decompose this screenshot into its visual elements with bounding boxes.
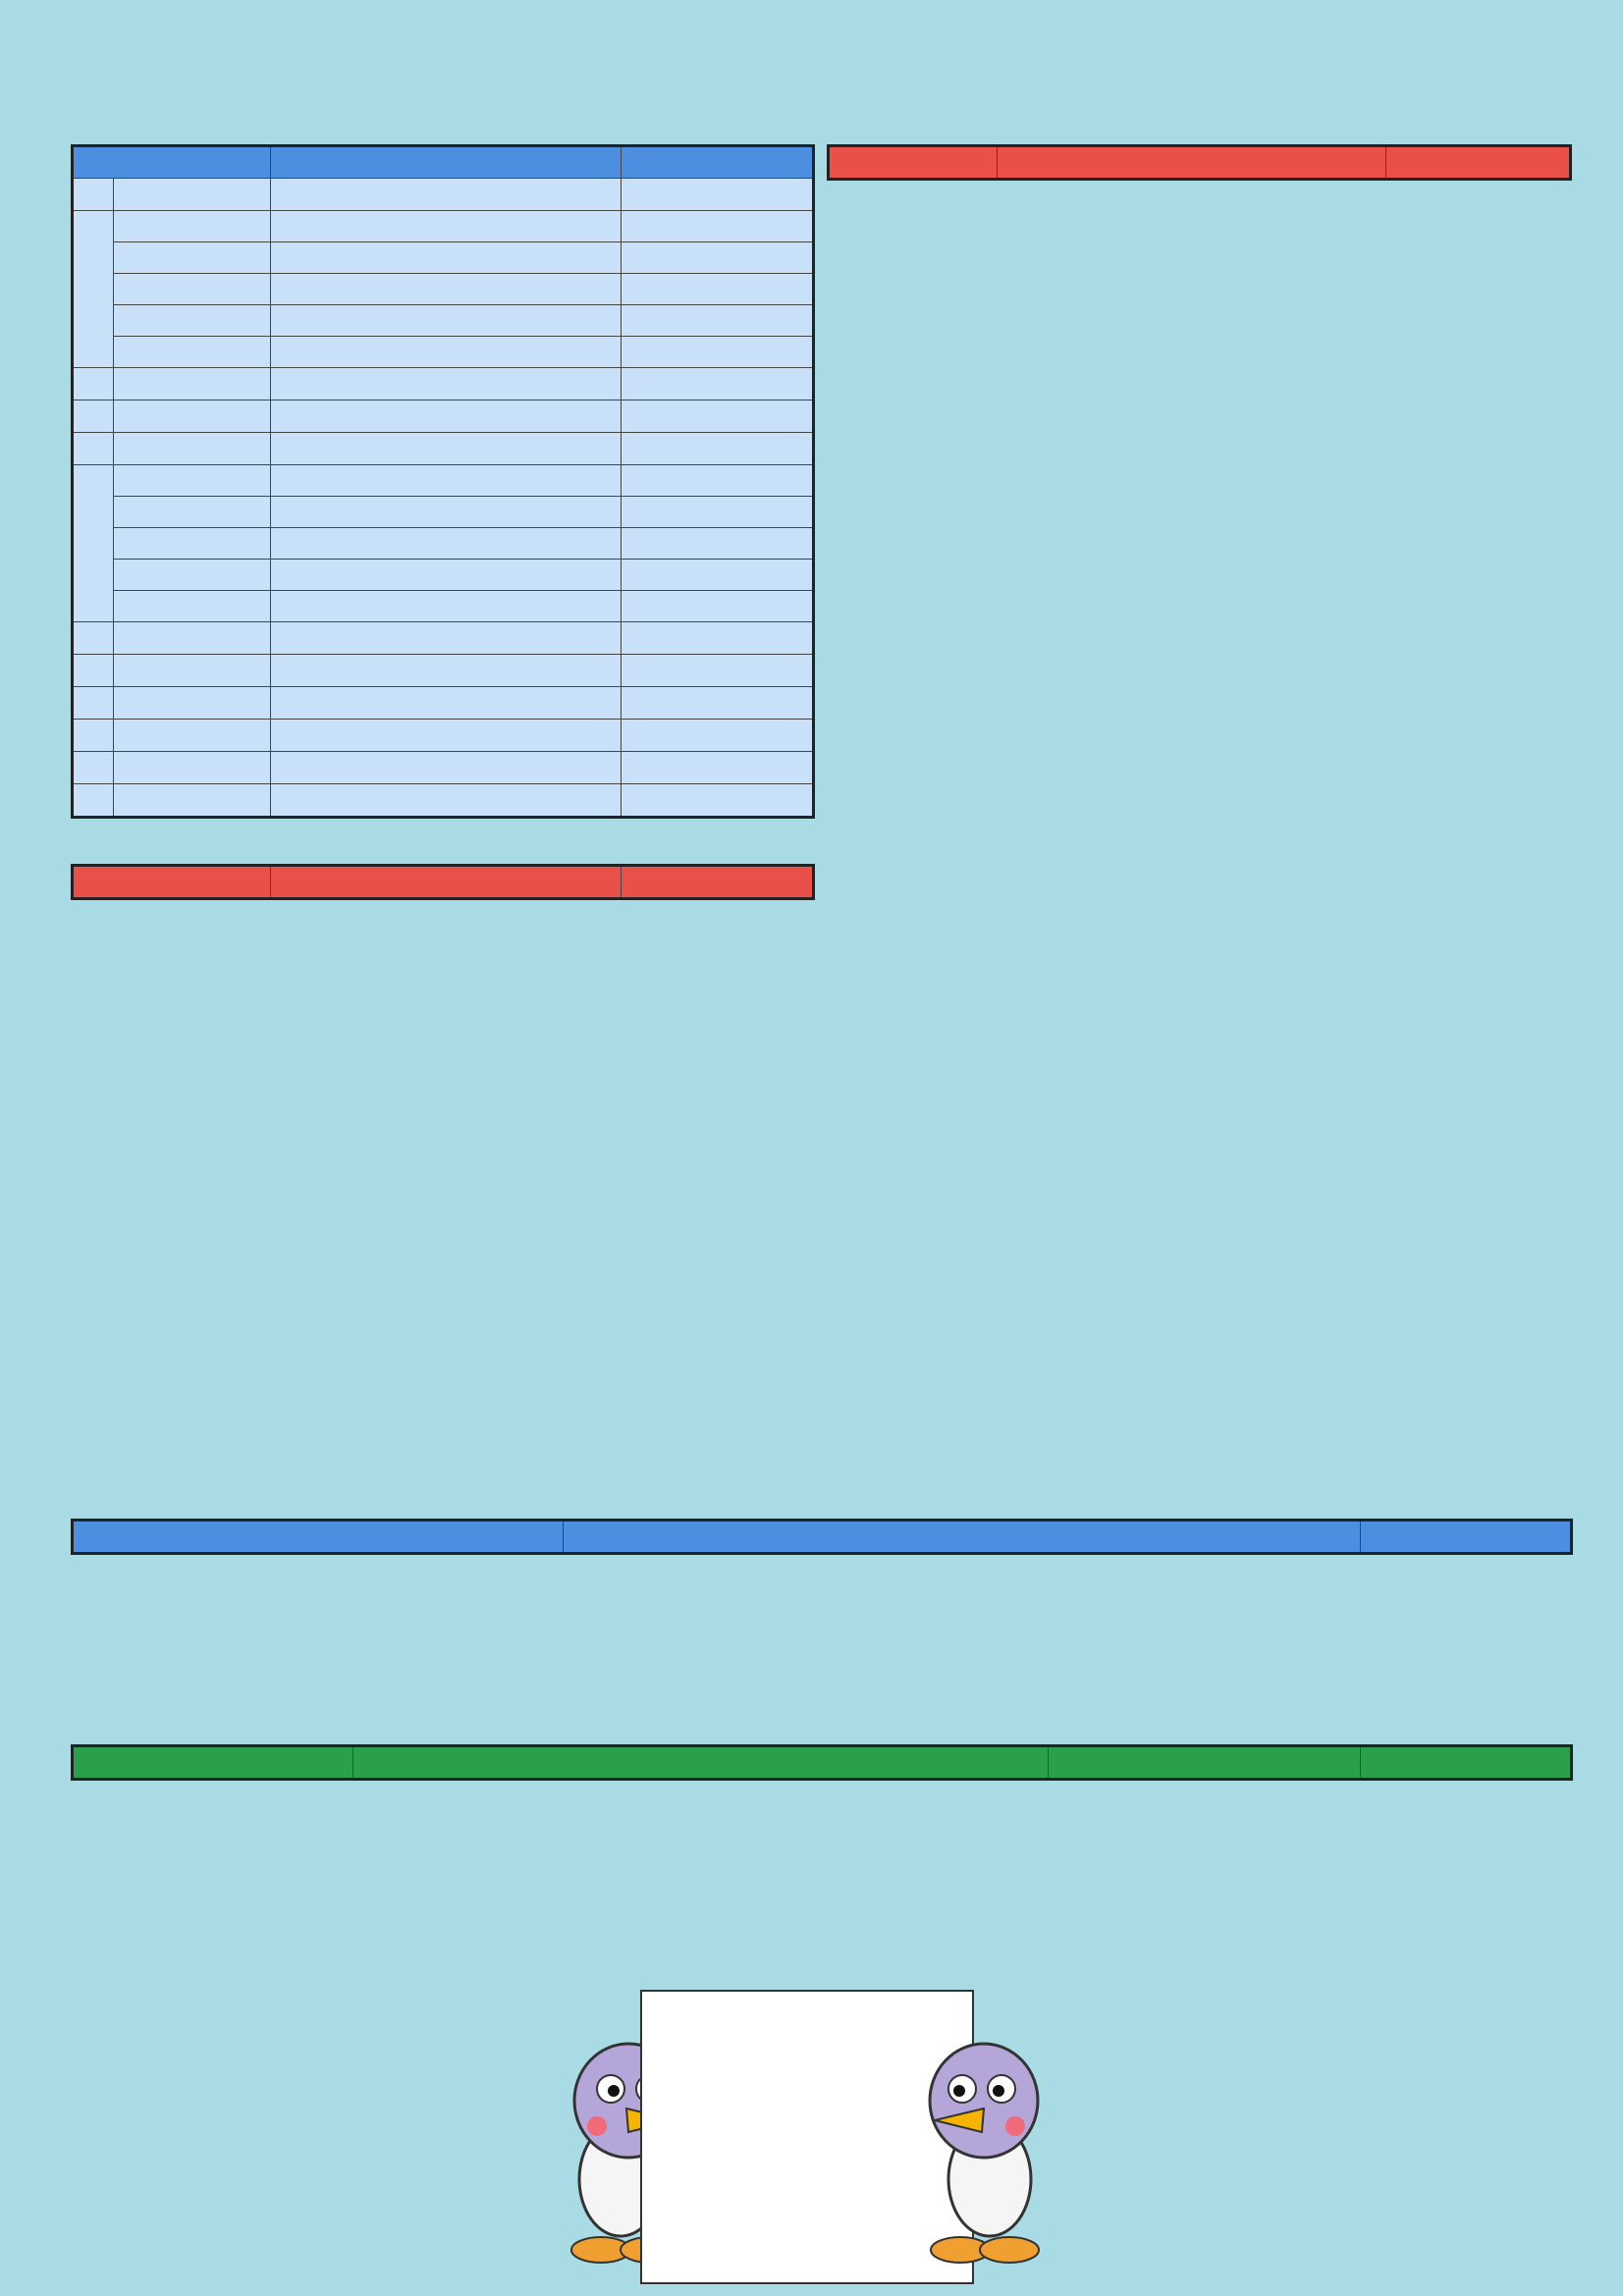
phone-cell: [622, 179, 814, 211]
table-row: [73, 465, 814, 497]
phone-cell: [622, 784, 814, 818]
col-header-phone: [1361, 1746, 1572, 1780]
name-cell: [114, 655, 271, 687]
kana-index-label: [74, 433, 113, 464]
address-cell: [271, 337, 622, 368]
phone-cell: [622, 368, 814, 400]
table-row: [73, 687, 814, 720]
phone-cell: [622, 622, 814, 655]
name-cell: [114, 784, 271, 818]
table-row: [73, 655, 814, 687]
name-cell: [114, 528, 271, 560]
col-header-org: [73, 1521, 564, 1554]
address-cell: [271, 465, 622, 497]
kana-index-label: [74, 368, 113, 400]
kana-index-label: [74, 400, 113, 432]
name-cell: [114, 337, 271, 368]
phone-cell: [622, 497, 814, 528]
name-cell: [114, 622, 271, 655]
table-row: [73, 497, 814, 528]
address-cell: [271, 528, 622, 560]
phone-cell: [622, 400, 814, 433]
address-cell: [271, 274, 622, 305]
kana-index-cell: [73, 655, 114, 687]
commerce-association-table-left: [71, 864, 815, 900]
kana-index-cell: [73, 179, 114, 211]
kana-index-cell: [73, 687, 114, 720]
kana-index-label: [74, 655, 113, 686]
kana-index-cell: [73, 784, 114, 818]
kana-index-cell: [73, 400, 114, 433]
name-cell: [114, 242, 271, 274]
table-row: [73, 752, 814, 784]
phone-cell: [622, 211, 814, 242]
address-cell: [271, 655, 622, 687]
table-row: [73, 720, 814, 752]
address-cell: [271, 591, 622, 622]
name-cell: [114, 560, 271, 591]
col-header-address: [271, 146, 622, 179]
name-cell: [114, 305, 271, 337]
address-cell: [271, 752, 622, 784]
address-cell: [271, 560, 622, 591]
name-cell: [114, 687, 271, 720]
phone-cell: [622, 274, 814, 305]
table-row: [73, 400, 814, 433]
phone-cell: [622, 560, 814, 591]
name-cell: [114, 274, 271, 305]
table-row: [73, 179, 814, 211]
name-cell: [114, 465, 271, 497]
table-row: [73, 591, 814, 622]
table-row: [73, 305, 814, 337]
col-header-address: [271, 866, 622, 899]
phone-cell: [622, 242, 814, 274]
phone-cell: [622, 655, 814, 687]
other-contacts-table: [71, 1519, 1573, 1555]
kana-index-cell: [73, 752, 114, 784]
table-row: [73, 242, 814, 274]
kana-index-label: [74, 687, 113, 719]
col-header-phone: [1361, 1521, 1572, 1554]
kana-index-label: [74, 622, 113, 654]
phone-cell: [622, 752, 814, 784]
kana-index-cell: [73, 433, 114, 465]
table-row: [73, 274, 814, 305]
address-cell: [271, 368, 622, 400]
col-header-dept: [1049, 1746, 1361, 1780]
mascot-bird-right-icon: [913, 2032, 1051, 2268]
name-cell: [114, 752, 271, 784]
table-row: [73, 528, 814, 560]
phone-cell: [622, 528, 814, 560]
kana-index-label: [74, 784, 113, 816]
address-cell: [271, 179, 622, 211]
address-cell: [271, 211, 622, 242]
kana-index-label: [74, 179, 113, 210]
kana-index-cell: [73, 465, 114, 622]
kana-index-cell: [73, 622, 114, 655]
name-cell: [114, 400, 271, 433]
col-header-name: [73, 146, 271, 179]
col-header-address: [998, 146, 1386, 180]
chamber-of-commerce-table: [71, 144, 815, 819]
address-cell: [271, 784, 622, 818]
kana-index-label: [74, 720, 113, 751]
name-cell: [114, 433, 271, 465]
col-header-name: [829, 146, 998, 180]
phone-cell: [622, 591, 814, 622]
col-header-phone: [622, 146, 814, 179]
col-header-branch: [73, 1746, 353, 1780]
address-cell: [271, 720, 622, 752]
col-header-address: [353, 1746, 1049, 1780]
table-row: [73, 211, 814, 242]
chamber-rows: [73, 179, 814, 818]
kana-index-cell: [73, 720, 114, 752]
table-row: [73, 368, 814, 400]
kana-index-cell: [73, 368, 114, 400]
address-cell: [271, 687, 622, 720]
kana-index-label: [74, 211, 113, 242]
phone-cell: [622, 465, 814, 497]
credit-guarantee-table: [71, 1744, 1573, 1781]
phone-cell: [622, 337, 814, 368]
phone-cell: [622, 433, 814, 465]
name-cell: [114, 497, 271, 528]
phone-cell: [622, 720, 814, 752]
table-row: [73, 560, 814, 591]
name-cell: [114, 179, 271, 211]
col-header-phone: [622, 866, 814, 899]
col-header-name: [73, 866, 271, 899]
phone-cell: [622, 305, 814, 337]
commerce-association-table-right: [827, 144, 1572, 181]
kana-index-label: [74, 752, 113, 783]
table-row: [73, 622, 814, 655]
name-cell: [114, 720, 271, 752]
address-cell: [271, 622, 622, 655]
address-cell: [271, 400, 622, 433]
col-header-address: [564, 1521, 1361, 1554]
name-cell: [114, 591, 271, 622]
name-cell: [114, 211, 271, 242]
kana-index-cell: [73, 211, 114, 368]
table-row: [73, 784, 814, 818]
address-cell: [271, 242, 622, 274]
table-row: [73, 433, 814, 465]
address-cell: [271, 497, 622, 528]
phone-cell: [622, 687, 814, 720]
address-cell: [271, 433, 622, 465]
name-cell: [114, 368, 271, 400]
table-row: [73, 337, 814, 368]
address-cell: [271, 305, 622, 337]
col-header-phone: [1386, 146, 1571, 180]
kana-index-label: [74, 465, 113, 497]
